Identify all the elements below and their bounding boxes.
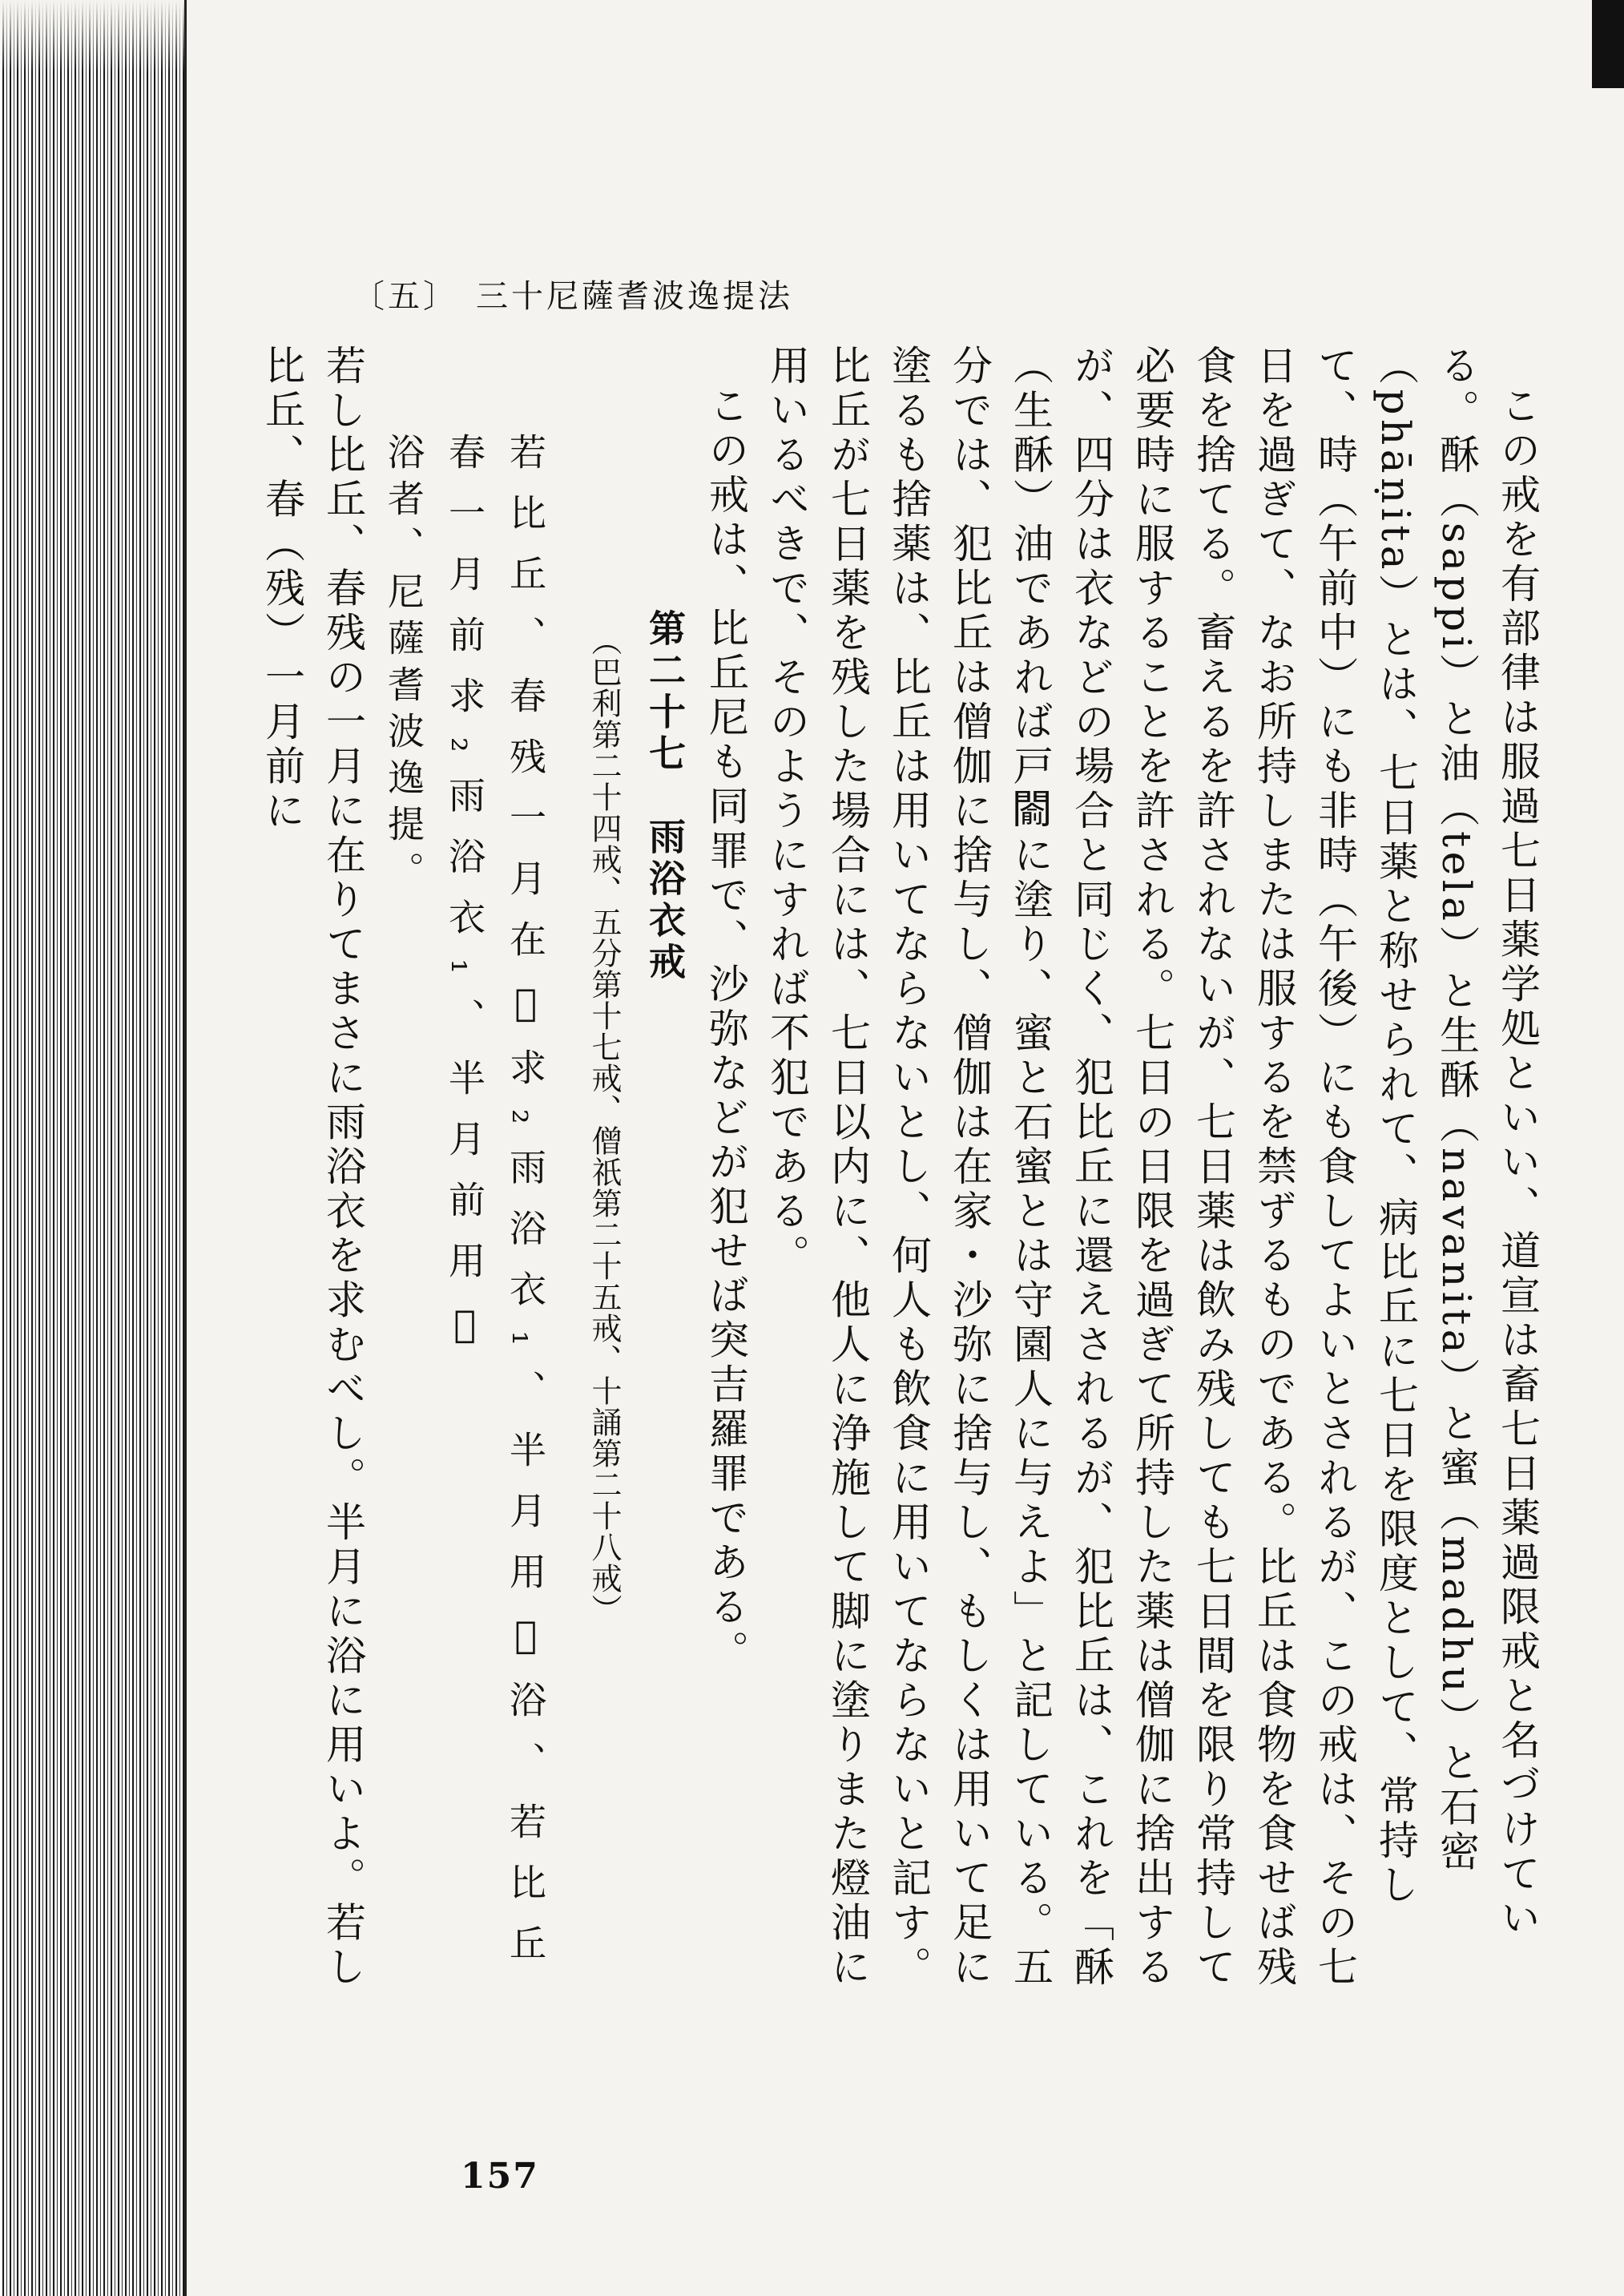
section-number: 〔五〕 xyxy=(353,278,458,315)
section-title: 三十尼薩耆波逸提法 xyxy=(476,278,793,315)
rule-name: 雨浴衣戒 xyxy=(643,817,687,984)
running-header xyxy=(353,271,793,317)
rule-sources: （巴利第二十四戒、五分第十七戒、僧祇第二十五戒、十誦第二十八戒） xyxy=(586,625,622,1625)
main-text-vertical xyxy=(252,345,1548,1995)
rule-number: 第二十七 xyxy=(643,609,687,776)
page-number: 157 xyxy=(461,2156,539,2197)
canon-text-line-1: 若比丘、春残一月在𪜈求₂雨浴衣₁、半月用𪜈浴、若比丘春一月前求₂雨浴衣₁、半月前用𪜈 xyxy=(443,433,547,1985)
scan-corner-shadow xyxy=(1592,0,1624,88)
translation-text: 若し比丘、春残の一月に在りてまさに雨浴衣を求むべし。半月に浴に用いよ。若し比丘、春（残）一月前に xyxy=(259,345,366,1991)
body-paragraph-2: この戒は、比丘尼も同罪で、沙弥などが犯せば突吉羅罪である。 xyxy=(703,385,749,1675)
book-page-edges xyxy=(0,0,187,2296)
canon-text-line-2: 浴者、尼薩耆波逸提。 xyxy=(382,433,425,898)
body-paragraph-1: この戒を有部律は服過七日薬学処といい、道宣は畜七日薬過限戒と名づけている。酥（sappi）と油（tela）と生酥（navanita）と蜜（madhu）と石密（phāṇita）とは、七日薬と称せられて、病比丘に七日を限度として、常持して、時（午前中）にも非時（午後）にも食してよいとされるが、この戒は、その七日を過ぎて、なお所持しまたは服するを禁ずるものである。比丘は食物を食せば残食を捨てる。畜えるを許されないが、七日薬は飲み残しても七日間を限り常持して必要時に服することを許される。七日の日限を過ぎて所持した薬は僧伽に捨出するが、四分は衣などの場合と同じく、犯比丘に還えされるが、犯比丘は、これを「酥（生酥）油であれば戸𨵦に塗り、蜜と石蜜とは守園人に与えよ」と記している。五分では、犯比丘は僧伽に捨与し、僧伽は在家・沙弥に捨与し、もしくは用いて足に塗るも捨薬は、比丘は用いてならないとし、何人も飲食に用いてならないと記す。比丘が七日薬を残した場合には、七日以内に、他人に浄施して脚に塗りまた燈油に用いるべきで、そのようにすれば不犯である。 xyxy=(764,345,1541,1991)
rule-heading xyxy=(574,345,695,1995)
